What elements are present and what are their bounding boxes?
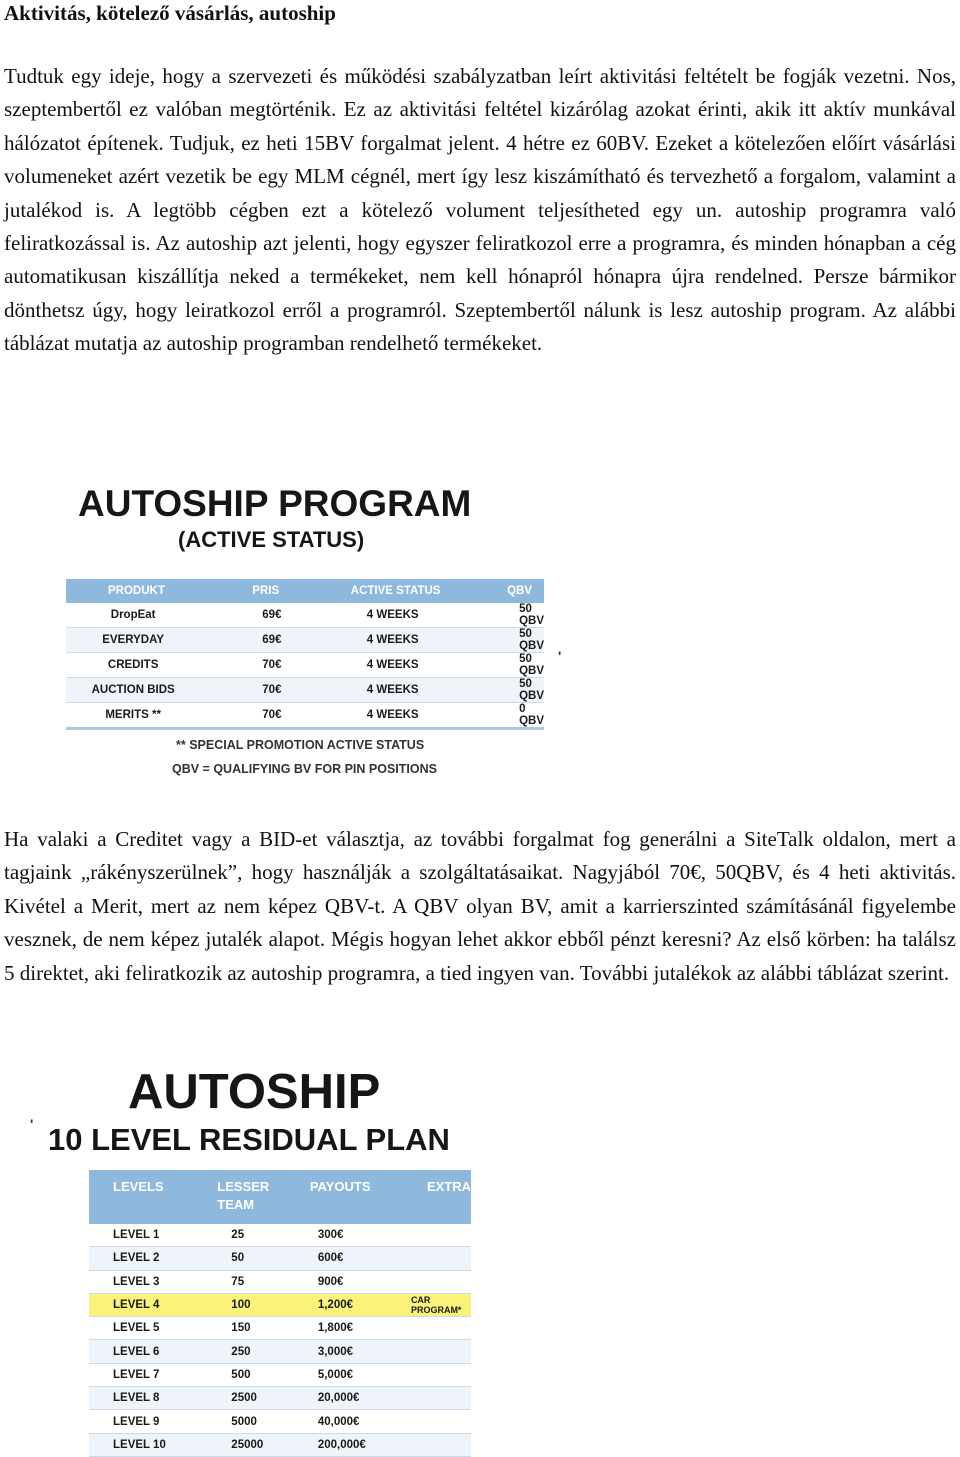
product-cell: AUCTION BIDS <box>66 678 200 703</box>
payout-cell: 200,000€ <box>280 1433 403 1456</box>
stray-mark-icon: ' <box>30 1116 34 1132</box>
program-table <box>66 579 544 730</box>
price-cell: 69€ <box>200 628 327 653</box>
extra-cell <box>403 1317 471 1340</box>
level-cell: LEVEL 4 <box>89 1293 197 1316</box>
level-cell: LEVEL 1 <box>89 1224 197 1247</box>
paragraph-explanation: Ha valaki a Creditet vagy a BID-et választja, az további forgalmat fog generálni a SiteTalk oldalon, mert a tagjaink „rákényszerülnek”, hogy használják a szolgáltatásaikat. Nagyjából 70€, 50QBV, és 4 heti aktivitás. Kivétel a Merit, mert az nem képez QBV-t. A QBV olyan BV, amit a karrierszinted számításánál figyelembe vesznek, de nem képez jutalék alapot. Mégis hogyan lehet akkor ebből pénzt keresni? Az első körben: ha találsz 5 direktet, aki feliratkozik az autoship programra, a tied ingyen van. További jutalékok az alábbi táblázat szerint. <box>4 827 956 985</box>
team-cell: 75 <box>197 1270 280 1293</box>
team-cell: 250 <box>197 1340 280 1363</box>
residual-plan-graphic <box>0 1062 560 1453</box>
payout-cell: 1,800€ <box>280 1317 403 1340</box>
extra-cell <box>403 1340 471 1363</box>
team-cell: 100 <box>197 1293 280 1316</box>
table-row <box>66 678 544 703</box>
table-row <box>66 653 544 678</box>
program-note-special: ** SPECIAL PROMOTION ACTIVE STATUS <box>176 738 425 752</box>
payout-cell: 600€ <box>280 1247 403 1270</box>
price-cell: 70€ <box>200 703 327 729</box>
team-cell: 2500 <box>197 1387 280 1410</box>
team-cell: 150 <box>197 1317 280 1340</box>
qbv-cell: 50 QBV <box>461 653 544 678</box>
status-cell: 4 WEEKS <box>327 603 461 628</box>
product-cell: MERITS ** <box>66 703 200 729</box>
residual-col-header: LESSER TEAM <box>197 1170 280 1224</box>
payout-cell: 300€ <box>280 1224 403 1247</box>
payout-cell: 900€ <box>280 1270 403 1293</box>
status-cell: 4 WEEKS <box>327 703 461 729</box>
residual-subheading: 10 LEVEL RESIDUAL PLAN <box>48 1122 450 1157</box>
table-row <box>89 1270 471 1293</box>
page-title: Aktivitás, kötelező vásárlás, autoship <box>4 1 336 25</box>
paragraph-intro: Tudtuk egy ideje, hogy a szervezeti és működési szabályzatban leírt aktivitási feltételt be fogják vezetni. Nos, szeptembertől ez valóban megtörténik. Ez az aktivitási feltétel kizárólag azokat érinti, akik itt aktív munkával hálózatot építenek. Tudjuk, ez heti 15BV forgalmat jelent. 4 hétre ez 60BV. Ezeket a kötelezően előírt vásárlási volumeneket azért vezetik be egy MLM cégnél, mert így lesz kiszámítható és tervezhető a forgalom, valamint a jutalékod is. A legtöbb cégben ezt a kötelező volument teljesítheted egy un. autoship programra való feliratkozással is. Az autoship azt jelenti, hogy egyszer feliratkozol erre a programra, és minden hónapban a cég automatikusan kiszállítja neked a termékeket, nem kell hónapról hónapra újra rendelned. Persze bármikor dönthetsz úgy, hogy leiratkozol erről a programról. Szeptembertől nálunk is lesz autoship program. Az alábbi táblázat mutatja az autoship programban rendelhető termékeket. <box>4 64 956 356</box>
status-cell: 4 WEEKS <box>327 678 461 703</box>
payout-cell: 1,200€ <box>280 1293 403 1316</box>
price-cell: 69€ <box>200 603 327 628</box>
program-col-header: QBV <box>461 579 544 603</box>
table-row <box>89 1363 471 1386</box>
extra-cell <box>403 1410 471 1433</box>
price-cell: 70€ <box>200 653 327 678</box>
program-subheading: (ACTIVE STATUS) <box>178 527 365 552</box>
residual-col-header: LEVELS <box>89 1170 197 1224</box>
level-cell: LEVEL 9 <box>89 1410 197 1433</box>
product-cell: EVERYDAY <box>66 628 200 653</box>
payout-cell: 5,000€ <box>280 1363 403 1386</box>
qbv-cell: 50 QBV <box>461 603 544 628</box>
program-col-header: PRIS <box>200 579 327 603</box>
qbv-cell: 50 QBV <box>461 628 544 653</box>
residual-heading: AUTOSHIP <box>128 1065 381 1119</box>
price-cell: 70€ <box>200 678 327 703</box>
product-cell: DropEat <box>66 603 200 628</box>
stray-mark-icon: ' <box>558 648 562 664</box>
level-cell: LEVEL 2 <box>89 1247 197 1270</box>
level-cell: LEVEL 3 <box>89 1270 197 1293</box>
extra-cell: CAR PROGRAM* <box>403 1293 471 1316</box>
product-cell: CREDITS <box>66 653 200 678</box>
team-cell: 25 <box>197 1224 280 1247</box>
table-row <box>66 628 544 653</box>
payout-cell: 3,000€ <box>280 1340 403 1363</box>
payout-cell: 20,000€ <box>280 1387 403 1410</box>
table-row <box>89 1247 471 1270</box>
level-cell: LEVEL 7 <box>89 1363 197 1386</box>
status-cell: 4 WEEKS <box>327 628 461 653</box>
qbv-cell: 50 QBV <box>461 678 544 703</box>
extra-cell <box>403 1387 471 1410</box>
qbv-cell: 0 QBV <box>461 703 544 729</box>
residual-table-header <box>89 1170 471 1224</box>
table-row <box>89 1317 471 1340</box>
payout-cell: 40,000€ <box>280 1410 403 1433</box>
table-row <box>66 703 544 729</box>
residual-col-header: EXTRA <box>403 1170 471 1224</box>
team-cell: 50 <box>197 1247 280 1270</box>
extra-cell <box>403 1270 471 1293</box>
level-cell: LEVEL 8 <box>89 1387 197 1410</box>
extra-cell <box>403 1224 471 1247</box>
status-cell: 4 WEEKS <box>327 653 461 678</box>
residual-table <box>89 1170 471 1457</box>
program-col-header: PRODUKT <box>66 579 200 603</box>
residual-col-header: PAYOUTS <box>280 1170 403 1224</box>
autoship-program-graphic <box>0 478 600 788</box>
team-cell: 25000 <box>197 1433 280 1456</box>
table-row <box>89 1340 471 1363</box>
program-table-header <box>66 579 544 603</box>
extra-cell <box>403 1363 471 1386</box>
table-row-highlighted <box>89 1293 471 1316</box>
table-row <box>66 603 544 628</box>
program-note-qbv: QBV = QUALIFYING BV FOR PIN POSITIONS <box>172 762 437 776</box>
table-row <box>89 1410 471 1433</box>
level-cell: LEVEL 5 <box>89 1317 197 1340</box>
level-cell: LEVEL 10 <box>89 1433 197 1456</box>
team-cell: 5000 <box>197 1410 280 1433</box>
program-col-header: ACTIVE STATUS <box>327 579 461 603</box>
table-row <box>89 1224 471 1247</box>
table-row <box>89 1387 471 1410</box>
level-cell: LEVEL 6 <box>89 1340 197 1363</box>
extra-cell <box>403 1247 471 1270</box>
team-cell: 500 <box>197 1363 280 1386</box>
program-heading: AUTOSHIP PROGRAM <box>78 483 472 524</box>
